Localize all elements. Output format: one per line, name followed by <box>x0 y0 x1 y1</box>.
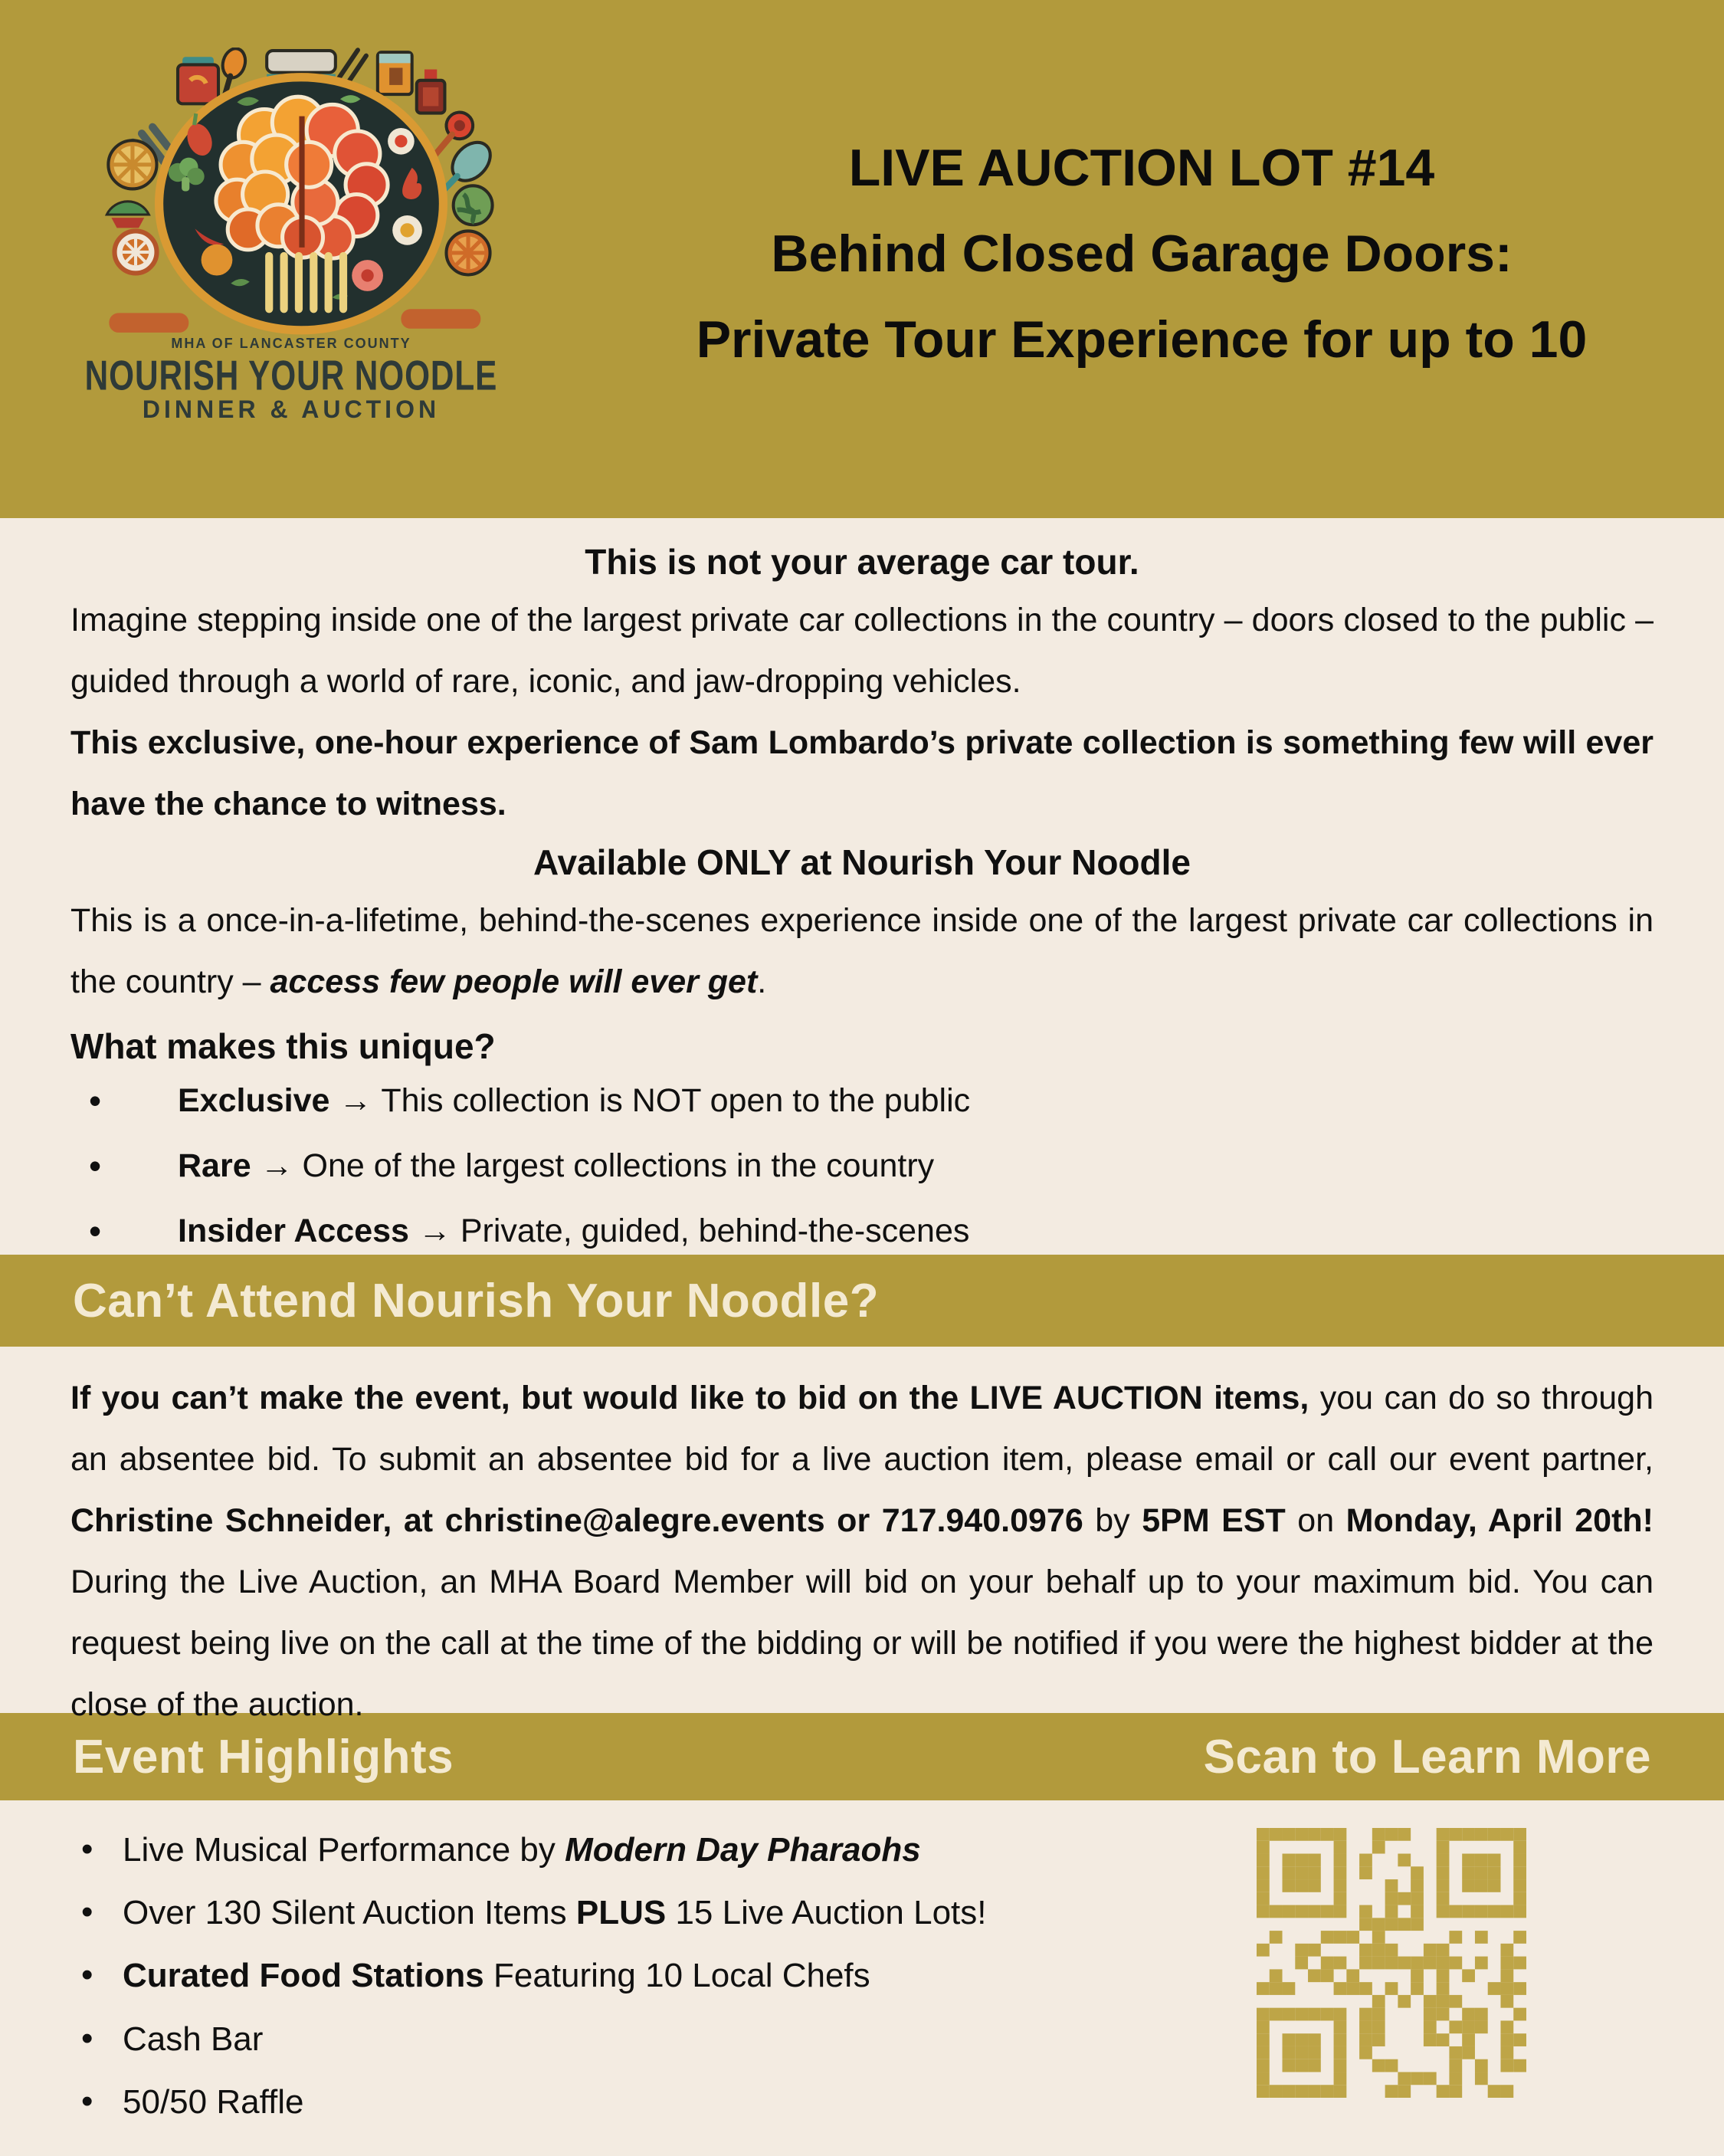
absentee-paragraph: If you can’t make the event, but would like to bid on the LIVE AUCTION items, you can do so through an absentee bid. To submit an absentee bid for a live auction item, please email or call our event partner, Christine Schneider, at christine@alegre.events or 717.940.0976 by 5PM EST on Monday, April 20th! During the Live Auction, an MHA Board Member will bid on your behalf up to your maximum bid. You can request being live on the call at the time of the bidding or will be notified if you were the highest bidder at the close of the auction. <box>70 1380 1654 1723</box>
orange-half-icon <box>115 231 157 273</box>
absentee-banner-title: Can’t Attend Nourish Your Noodle? <box>73 1274 880 1327</box>
logo-sub-text: DINNER & AUCTION <box>142 395 441 423</box>
unique-heading: What makes this unique? <box>70 1025 496 1066</box>
logo-name-text: NOURISH YOUR NOODLE <box>84 352 498 399</box>
cup-icon <box>378 52 412 94</box>
bottle-icon <box>417 70 445 113</box>
scan-banner-title: Scan to Learn More <box>1203 1730 1651 1784</box>
globe-icon <box>454 185 493 225</box>
list-item: • Curated Food Stations Featuring 10 Local Chefs <box>70 1958 1205 1994</box>
unique-list <box>70 1081 1654 1250</box>
highlights-section <box>0 1800 1724 2156</box>
intro-paragraph-3: This is a once-in-a-lifetime, behind-the-scenes experience inside one of the largest private car collections in the country – access few people will ever get. <box>70 901 1654 1000</box>
list-item: • Live Musical Performance by Modern Day Pharaohs <box>70 1833 1205 1868</box>
highlights-banner-title: Event Highlights <box>73 1730 454 1784</box>
only-heading: Available ONLY at Nourish Your Noodle <box>533 842 1191 882</box>
list-item: • Cash Bar <box>70 2022 1205 2057</box>
dash-right <box>401 309 480 328</box>
egg-icon <box>388 128 415 155</box>
title-line-3: Private Tour Experience for up to 10 <box>696 310 1588 369</box>
list-item: • Over 130 Silent Auction Items PLUS 15 Live Auction Lots! <box>70 1895 1205 1931</box>
intro-paragraph-1: Imagine stepping inside one of the largest private car collections in the country – doors closed to the public – guided through a world of rare, iconic, and jaw-dropping vehicles. <box>70 602 1654 700</box>
list-item: • Exclusive → This collection is NOT open to the public <box>70 1084 1654 1118</box>
list-item: • Insider Access → Private, guided, behind-the-scenes <box>70 1214 1654 1249</box>
qr-code <box>1257 1828 1526 2098</box>
title-line-2: Behind Closed Garage Doors: <box>771 225 1513 283</box>
title-line-1: LIVE AUCTION LOT #14 <box>848 139 1435 197</box>
leaf-fan-icon <box>107 202 149 228</box>
logo <box>0 0 582 518</box>
absentee-banner <box>0 1255 1724 1347</box>
orange-slice-icon <box>108 140 156 189</box>
lot-title <box>582 0 1724 518</box>
highlights-list <box>70 1833 1205 2120</box>
dash-left <box>109 313 188 332</box>
absentee-section <box>0 1347 1724 1723</box>
intro-heading: This is not your average car tour. <box>585 542 1139 582</box>
orange-slice-right-icon <box>447 231 490 274</box>
intro-section <box>0 518 1724 1255</box>
list-item: • 50/50 Raffle <box>70 2085 1205 2120</box>
jar-icon <box>178 57 218 103</box>
list-item: • Rare → One of the largest collections in the country <box>70 1149 1654 1183</box>
logo-org-text: MHA OF LANCASTER COUNTY <box>171 336 411 351</box>
intro-paragraph-2: This exclusive, one-hour experience of Sam Lombardo’s private collection is something few will ever have the chance to witness. <box>70 724 1654 822</box>
header <box>0 0 1724 518</box>
brain-bowl-logo-icon <box>98 48 504 338</box>
